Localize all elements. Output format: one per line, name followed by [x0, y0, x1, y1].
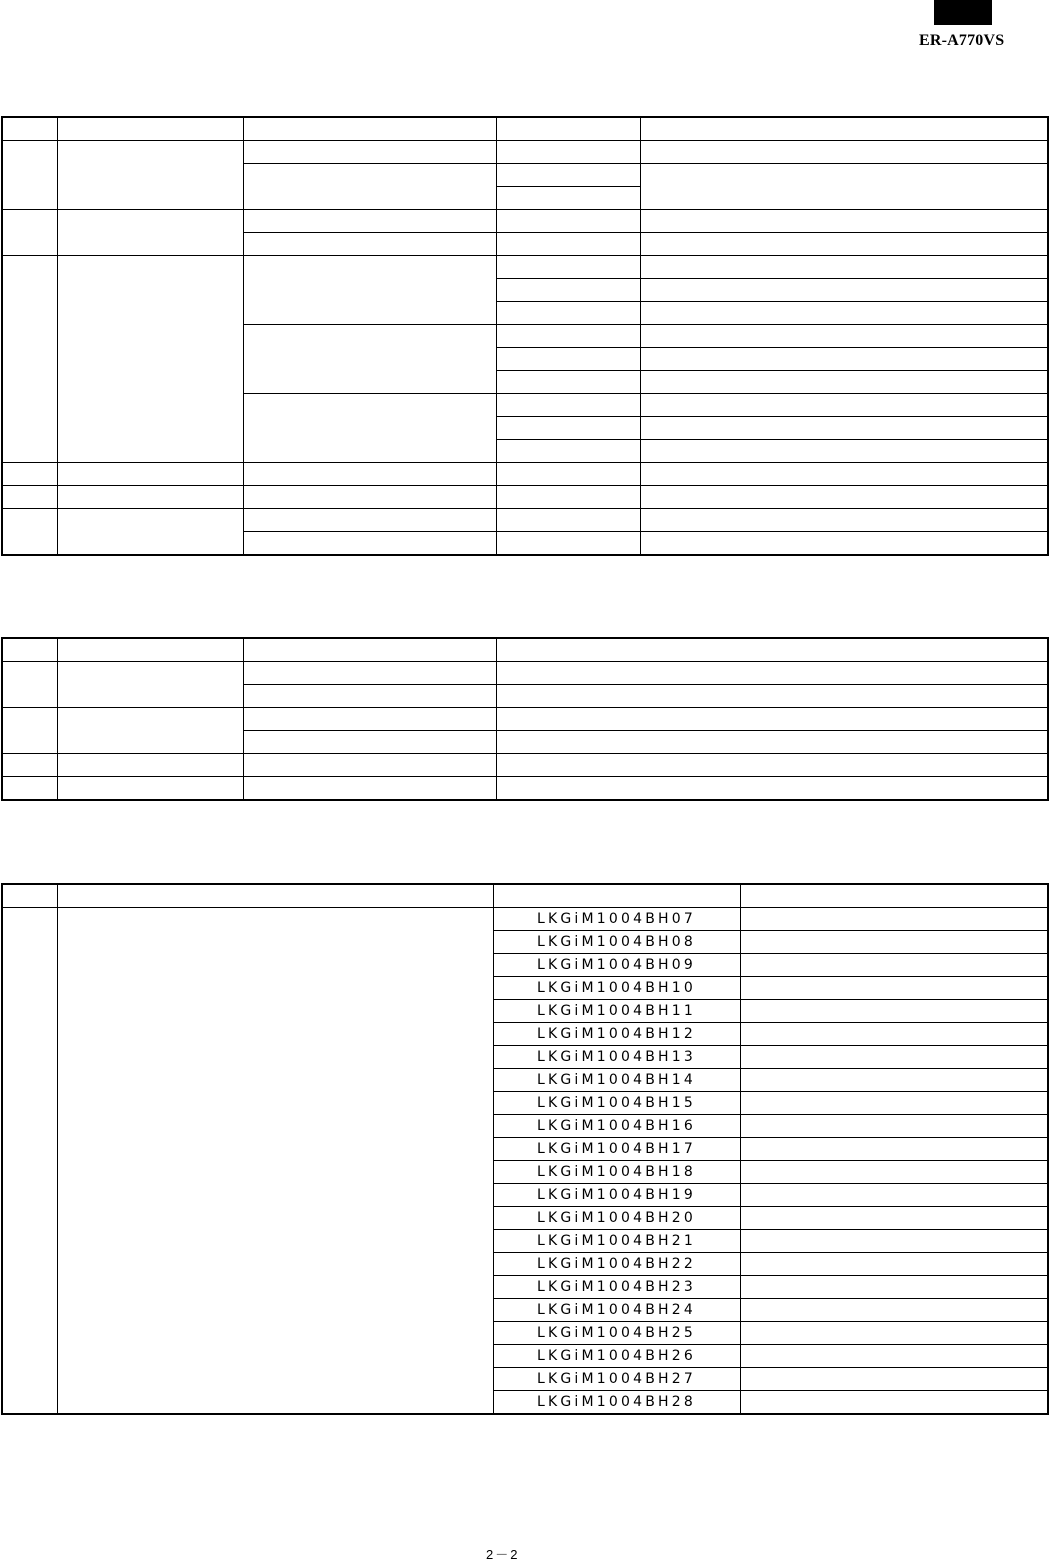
- part-code: LKGiM1004BH12: [493, 1023, 740, 1046]
- table-row: [2, 256, 1048, 279]
- empty-cell: [740, 1230, 1048, 1253]
- empty-cell: [740, 1391, 1048, 1415]
- empty-cell: [740, 1000, 1048, 1023]
- empty-cell: [740, 1345, 1048, 1368]
- empty-cell: [740, 1023, 1048, 1046]
- empty-cell: [740, 1299, 1048, 1322]
- part-code: LKGiM1004BH10: [493, 977, 740, 1000]
- spec-table-1: [1, 116, 1049, 556]
- page-number: 2－2: [486, 1547, 520, 1562]
- empty-cell: [740, 1184, 1048, 1207]
- table-row: [2, 754, 1048, 777]
- model-number: ER-A770VS: [919, 32, 1005, 49]
- part-code: LKGiM1004BH21: [493, 1230, 740, 1253]
- empty-cell: [740, 1046, 1048, 1069]
- empty-cell: [740, 1138, 1048, 1161]
- part-code: LKGiM1004BH16: [493, 1115, 740, 1138]
- part-code: LKGiM1004BH26: [493, 1345, 740, 1368]
- part-code: LKGiM1004BH09: [493, 954, 740, 977]
- empty-cell: [740, 1322, 1048, 1345]
- part-code: LKGiM1004BH28: [493, 1391, 740, 1415]
- table-row: [2, 210, 1048, 233]
- part-code: LKGiM1004BH19: [493, 1184, 740, 1207]
- code-rows: [2, 908, 1048, 1415]
- empty-cell: [740, 954, 1048, 977]
- empty-cell: [740, 931, 1048, 954]
- part-code: LKGiM1004BH23: [493, 1276, 740, 1299]
- empty-cell: [740, 908, 1048, 931]
- part-code: LKGiM1004BH22: [493, 1253, 740, 1276]
- empty-cell: [740, 1253, 1048, 1276]
- empty-cell: [740, 1069, 1048, 1092]
- merged-cell: [57, 908, 493, 1415]
- part-code: LKGiM1004BH14: [493, 1069, 740, 1092]
- table-row: [2, 486, 1048, 509]
- part-code: LKGiM1004BH27: [493, 1368, 740, 1391]
- table-row: [2, 708, 1048, 731]
- empty-cell: [740, 1115, 1048, 1138]
- spec-table-3: [1, 883, 1049, 1415]
- spec-table-2: [1, 637, 1049, 801]
- part-code: LKGiM1004BH20: [493, 1207, 740, 1230]
- table-row: [2, 777, 1048, 801]
- empty-cell: [740, 977, 1048, 1000]
- part-code: LKGiM1004BH18: [493, 1161, 740, 1184]
- part-code: LKGiM1004BH13: [493, 1046, 740, 1069]
- table-row: [2, 509, 1048, 532]
- part-code: LKGiM1004BH08: [493, 931, 740, 954]
- table-row: [2, 662, 1048, 685]
- empty-cell: [740, 1276, 1048, 1299]
- part-code: LKGiM1004BH25: [493, 1322, 740, 1345]
- table-row: [2, 463, 1048, 486]
- table-header-row: [2, 638, 1048, 662]
- merged-cell: [2, 908, 57, 1415]
- part-code: LKGiM1004BH15: [493, 1092, 740, 1115]
- part-code: LKGiM1004BH24: [493, 1299, 740, 1322]
- empty-cell: [740, 1161, 1048, 1184]
- header-black-tab: [934, 0, 992, 25]
- part-code: LKGiM1004BH11: [493, 1000, 740, 1023]
- part-code: LKGiM1004BH17: [493, 1138, 740, 1161]
- empty-cell: [740, 1368, 1048, 1391]
- table-row: [2, 141, 1048, 164]
- empty-cell: [740, 1092, 1048, 1115]
- table-header-row: [2, 117, 1048, 141]
- part-code: LKGiM1004BH07: [493, 908, 740, 931]
- empty-cell: [740, 1207, 1048, 1230]
- table-row: [2, 908, 1048, 931]
- table-header-row: [2, 884, 1048, 908]
